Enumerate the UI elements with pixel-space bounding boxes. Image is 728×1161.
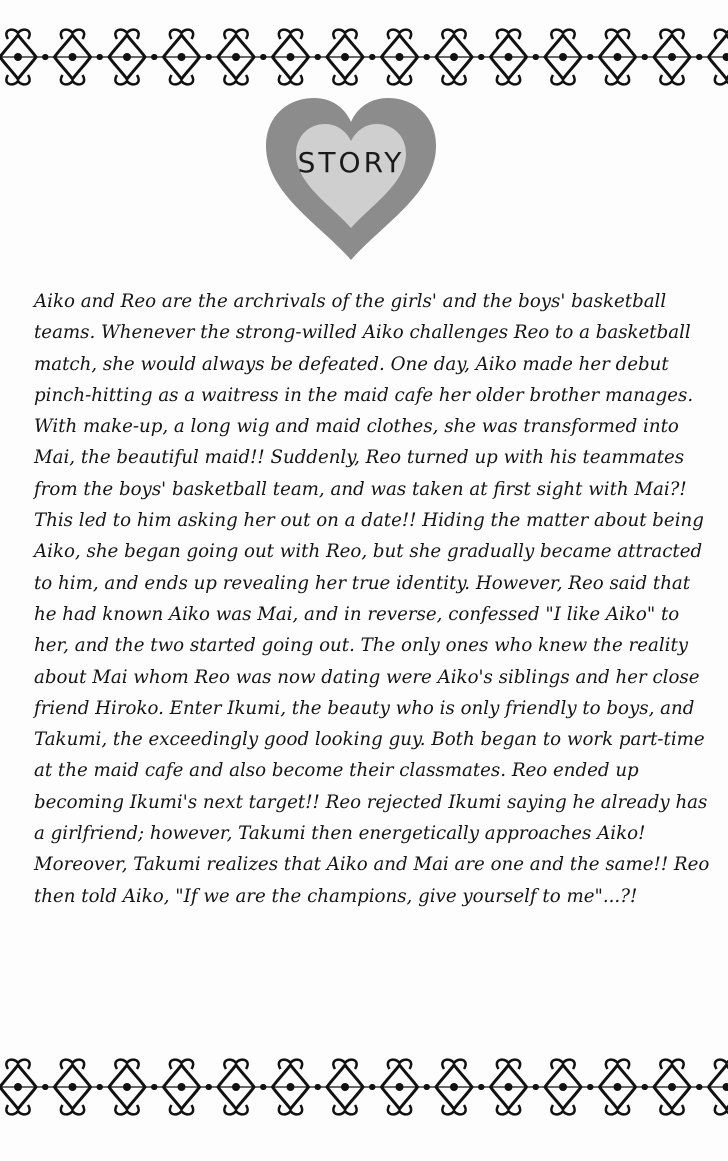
story-line: then told Aiko, "If we are the champions, give yourself to me"...?!	[34, 885, 638, 907]
heart-icon	[262, 96, 440, 264]
story-line: teams. Whenever the strong-willed Aiko challenges Reo to a basketball	[34, 322, 691, 344]
story-line: to him, and ends up revealing her true identity. However, Reo said that	[34, 572, 691, 594]
story-line: about Mai whom Reo was now dating were Aiko's siblings and her close	[34, 666, 700, 688]
story-text	[34, 286, 710, 912]
story-line: her, and the two started going out. The only ones who knew the reality	[34, 635, 689, 657]
story-line: Aiko and Reo are the archrivals of the girls' and the boys' basketball	[34, 291, 667, 312]
story-line: Mai, the beautiful maid!! Suddenly, Reo turned up with his teammates	[34, 447, 685, 469]
story-line: friend Hiroko. Enter Ikumi, the beauty who is only friendly to boys, and	[34, 697, 695, 719]
page-title: STORY	[297, 146, 405, 179]
story-line: This led to him asking her out on a date!! Hiding the matter about being	[34, 510, 704, 532]
story-line: he had known Aiko was Mai, and in reverse, confessed "I like Aiko" to	[34, 603, 680, 625]
story-line: Aiko, she began going out with Reo, but she gradually became attracted	[34, 541, 703, 563]
story-line: Takumi, the exceedingly good looking guy. Both began to work part-time	[34, 729, 705, 751]
ornamental-border-bottom	[0, 1052, 728, 1122]
story-heart-badge	[262, 96, 440, 264]
story-line: pinch-hitting as a waitress in the maid cafe her older brother manages.	[34, 384, 694, 406]
story-line: Moreover, Takumi realizes that Aiko and Mai are one and the same!! Reo	[34, 854, 710, 876]
story-line: becoming Ikumi's next target!! Reo rejected Ikumi saying he already has	[34, 791, 708, 813]
story-line: from the boys' basketball team, and was taken at first sight with Mai?!	[34, 478, 687, 500]
story-line: With make-up, a long wig and maid clothes, she was transformed into	[34, 416, 679, 438]
ornamental-border-top	[0, 22, 728, 92]
story-line: match, she would always be defeated. One day, Aiko made her debut	[34, 353, 669, 375]
story-line: at the maid cafe and also become their classmates. Reo ended up	[34, 760, 639, 782]
story-line: a girlfriend; however, Takumi then energetically approaches Aiko!	[34, 823, 646, 845]
